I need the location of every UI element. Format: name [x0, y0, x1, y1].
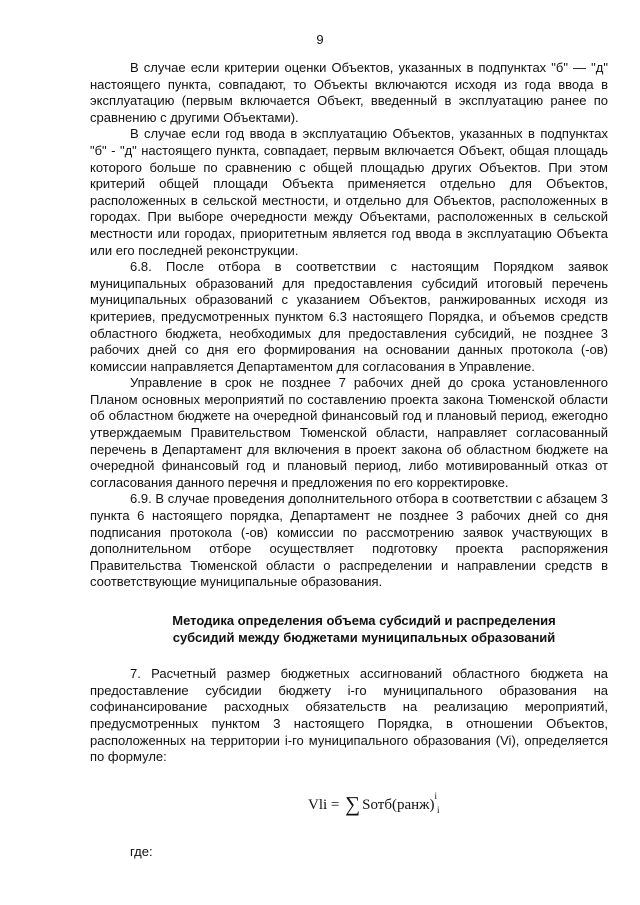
- paragraph-7: 7. Расчетный размер бюджетных ассигнований областного бюджета на предоставление субсидии бюджету i-го муниципального образования на софинансирование расходных обязательств на реализацию мероприятий, предусмотренных пунктом 3 настоящего Порядка, в отношении Объектов, расположенных на территории i-го муниципального образования (Vi), определяется по формуле:: [90, 666, 608, 765]
- paragraph-6-9: 6.9. В случае проведения дополнительного отбора в соответствии с абзацем 3 пункта 6 настоящего порядка, Департамент не позднее 3 рабочих дней со дня подписания протокола (-ов) комиссии по рассмотрению заявок участвующих в дополнительном отборе осуществляет подготовку проекта распоряжения Правительства Тюменской области о распределении и направлении средств в соответствующие муниципальные образования.: [90, 491, 608, 590]
- formula-subscript: i: [437, 804, 440, 815]
- formula-term: Sотб(ранж): [362, 796, 435, 813]
- formula-equals: =: [330, 796, 340, 813]
- section-heading: [90, 613, 608, 646]
- formula-sigma: ∑: [345, 791, 361, 816]
- formula-lhs: Vli: [308, 796, 328, 813]
- formula-superscript: i: [434, 790, 438, 801]
- where-label: где:: [130, 843, 153, 859]
- paragraph-year-match: В случае если год ввода в эксплуатацию Объектов, указанных в подпунктах "б" - "д" настоящего пункта, совпадает, первым включается Объект, общая площадь которого больше по сравнению с общей площадью других Объектов. При этом критерий общей площади Объекта применяется отдельно для Объектов, расположенных в сельской местности, и отдельно для Объектов, расположенных в городах. При выборе очередности между Объектами, расположенных в сельской местности или городах, приоритетным является год ввода в эксплуатацию Объекта или его последней реконструкции.: [90, 126, 608, 258]
- paragraph-criteria-match: В случае если критерии оценки Объектов, указанных в подпунктах "б" — "д" настоящего пункта, совпадают, то Объекты включаются исходя из года ввода в эксплуатацию (первым включается Объект, введенный в эксплуатацию ранее по сравнению с другими Объектами).: [90, 60, 608, 125]
- section-heading-line2: субсидий между бюджетами муниципальных образований: [172, 629, 556, 645]
- page-number: 9: [316, 32, 324, 47]
- section-heading-line1: Методика определения объема субсидий и распределения: [172, 613, 556, 628]
- paragraph-management: Управление в срок не позднее 7 рабочих дней до срока установленного Планом основных мероприятий по составлению проекта закона Тюменской области об областном бюджете на очередной финансовый год и плановый период, ежегодно утверждаемым Правительством Тюменской области, направляет согласованный перечень в Департамент для включения в проект закона об областном бюджете на очередной финансовый год и плановый период, либо мотивированный отказ от согласования данного перечня и предложения по его корректировке.: [90, 375, 608, 490]
- paragraph-6-8: 6.8. После отбора в соответствии с настоящим Порядком заявок муниципальных образований для предоставления субсидий итоговый перечень муниципальных образований с указанием Объектов, ранжированных исходя из критериев, предусмотренных пунктом 6.3 настоящего Порядка, и объемов средств областного бюджета, необходимых для предоставления субсидий, не позднее 3 рабочих дней со дня его формирования на основании данных протокола (-ов) комиссии направляется Департаментом для согласования в Управление.: [90, 259, 608, 374]
- formula: [90, 786, 608, 816]
- document-body: [90, 60, 608, 859]
